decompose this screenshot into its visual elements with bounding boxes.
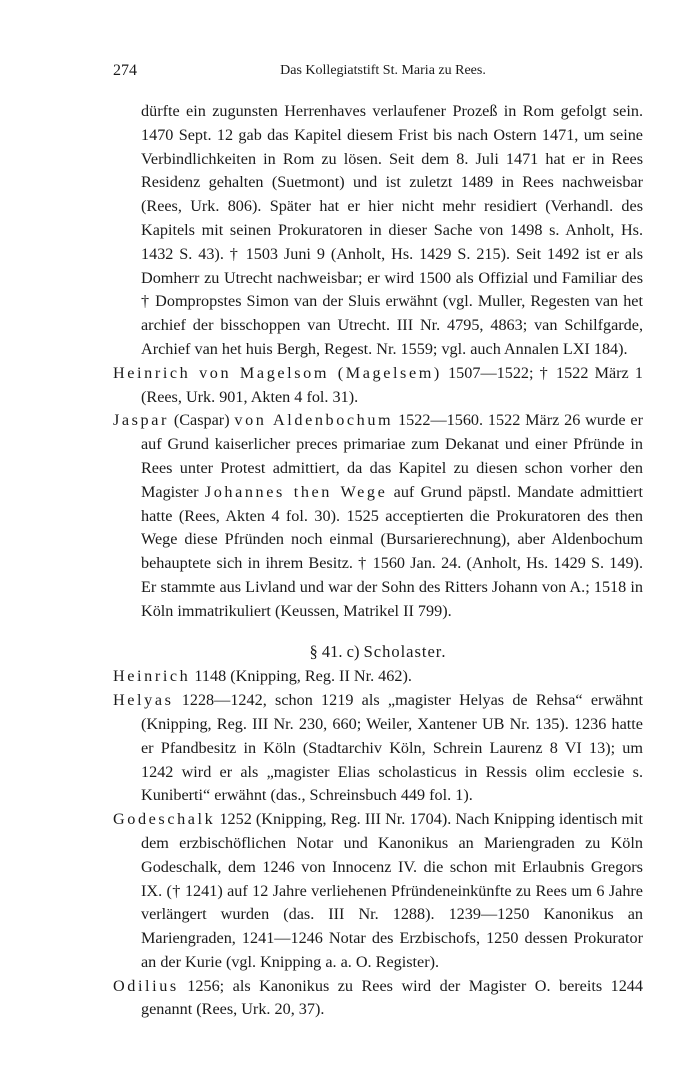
running-title: Das Kollegiatstift St. Maria zu Rees. [280, 63, 486, 78]
person-name: von Aldenbochum [234, 411, 394, 430]
entry-text: 1522—1560. 1522 März 26 wurde er auf Grund kaiserlicher preces primariae zum Dekanat und einer Pfründe in Rees unter Protest admittiert, da das Kapitel zu diesen schon vorher den Magister [141, 411, 643, 501]
entry-text: 1228—1242, schon 1219 als „magister Helyas de Rehsa“ erwähnt (Knipping, Reg. III Nr. 230, 660; Weiler, Xantener UB Nr. 135). 1236 hatte er Pfandbesitz in Köln (Stadtarchiv Köln, Schrein Laurenz 8 VI 13); um 1242 wird er als „magister Elias scholasticus in Ressis olim ecclesie s. Kuniberti“ erwähnt (das., Schreinsbuch 449 fol. 1). [141, 691, 643, 805]
entry-heinrich [113, 665, 643, 689]
person-name: Godeschalk [113, 810, 216, 829]
page-number: 274 [113, 62, 137, 79]
entry-odilius [113, 975, 643, 1023]
person-name: Helyas [113, 691, 174, 710]
section-title: Scholaster. [363, 641, 447, 661]
entry-text: 1148 (Knipping, Reg. II Nr. 462). [190, 667, 412, 686]
person-name: Jaspar [113, 411, 170, 430]
entry-helyas [113, 689, 643, 808]
body-text [113, 100, 643, 1022]
section-heading [113, 640, 643, 664]
person-name: Johannes then Wege [204, 482, 388, 501]
section-number: § 41. c) [309, 641, 364, 661]
entry-jaspar-von-aldenbochum [113, 409, 643, 623]
entry-godeschalk [113, 808, 643, 975]
page-header [113, 62, 653, 84]
entry-text: 1252 (Knipping, Reg. III Nr. 1704). Nach Knipping identisch mit dem erzbischöflichen Notar und Kanonikus an Mariengraden zu Köln Godeschalk, dem 1246 von Innocenz IV. die schon mit Erlaubnis Gregors IX. († 1241) auf 12 Jahre verliehenen Pfründeneinkünfte zu Rees um 6 Jahre verlängert wurden (das. III Nr. 1288). 1239—1250 Kanonikus an Mariengraden, 1241—1246 Notar des Erzbischofs, 1250 dessen Prokurator an der Kurie (vgl. Knipping a. a. O. Register). [141, 810, 643, 971]
entry-text: auf Grund päpstl. Mandate admittiert hatte (Rees, Akten 4 fol. 30). 1525 acceptierten die Prokuratoren des then Wege diese Pfründen noch einmal (Bursarierechnung), aber Aldenbochum behauptete sich in ihrem Besitz. † 1560 Jan. 24. (Anholt, Hs. 1429 S. 149). Er stammte aus Livland und war der Sohn des Ritters Johann von A.; 1518 in Köln immatrikuliert (Keussen, Matrikel II 799). [141, 482, 644, 620]
entry-text: 1256; als Kanonikus zu Rees wird der Magister O. bereits 1244 genannt (Rees, Urk. 20, 37). [141, 976, 643, 1019]
person-name: Heinrich [113, 667, 191, 686]
entry-text: 1507—1522; † 1522 März 1 (Rees, Urk. 901, Akten 4 fol. 31). [141, 363, 643, 406]
entry-heinrich-von-magelsom [113, 362, 643, 410]
person-name: Heinrich von Magelsom (Magelsem) [113, 363, 442, 382]
person-name: Odilius [113, 976, 179, 995]
continuation-paragraph: dürfte ein zugunsten Herrenhaves verlaufener Prozeß in Rom gefolgt sein. 1470 Sept. 12 gab das Kapitel diesem Frist bis nach Ostern 1471, um seine Verbindlichkeiten in Rom zu lösen. Seit dem 8. Juli 1471 hat er in Rees Residenz gehalten (Suetmont) und ist zuletzt 1489 in Rees nachweisbar (Rees, Urk. 806). Später hat er hier nicht mehr residiert (Verhandl. des Kapitels mit seinen Prokuratoren in dieser Sache von 1498 s. Anholt, Hs. 1432 S. 43). † 1503 Juni 9 (Anholt, Hs. 1429 S. 215). Seit 1492 ist er als Domherr zu Utrecht nachweisbar; er wird 1500 als Offizial und Familiar des † Dompropstes Simon van der Sluis erwähnt (vgl. Muller, Regesten van het archief der bisschoppen van Utrecht. III Nr. 4795, 4863; van Schilfgarde, Archief van het huis Bergh, Regest. Nr. 1559; vgl. auch Annalen LXI 184). [141, 102, 643, 358]
entry-text: (Caspar) [169, 411, 235, 430]
